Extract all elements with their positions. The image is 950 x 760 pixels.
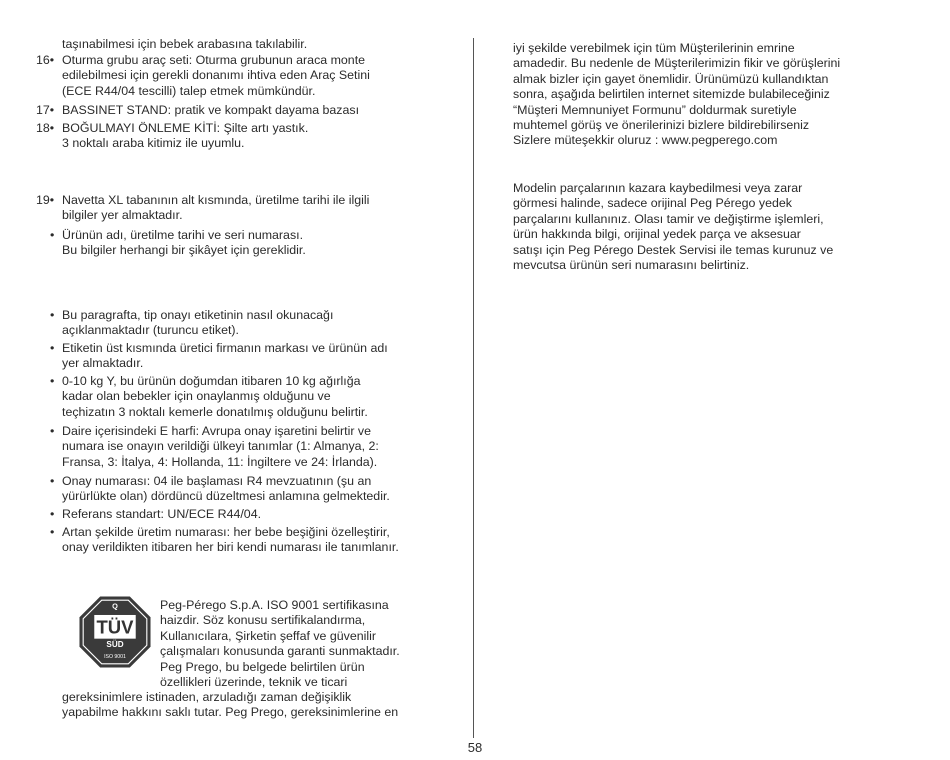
item-line: BASSINET STAND: pratik ve kompakt dayama bazası bbox=[62, 103, 360, 117]
item-number: 19• bbox=[36, 193, 55, 207]
item-line: Oturma grubu araç seti: Oturma grubunun araca monte bbox=[62, 53, 366, 67]
item-line: bilgiler yer almaktadır. bbox=[62, 208, 183, 223]
bullet-line: kadar olan bebekler için onaylanmış olduğunu ve bbox=[62, 389, 331, 404]
bullet-line: yürürlükte olan) dördüncü düzeltmesi anlamına gelmektedir. bbox=[62, 489, 390, 504]
tuv-sud-certification-seal bbox=[78, 595, 152, 669]
bullet-6 bbox=[50, 507, 262, 522]
cert-line: haizdir. Söz konusu sertifikalandırma, bbox=[160, 613, 366, 628]
logo-sub-text: SÜD bbox=[106, 639, 124, 649]
bullet-line: Onay numarası: 04 ile başlaması R4 mevzuatının (şu an bbox=[62, 474, 372, 488]
item-line: edilebilmesi için gerekli donanımı ihtiva eden Araç Setini bbox=[62, 68, 370, 83]
bullet-line: Etiketin üst kısmında üretici firmanın markası ve ürünün adı bbox=[62, 341, 388, 355]
cert-line: Kullanıcılara, Şirketin şeffaf ve güvenilir bbox=[160, 628, 377, 643]
column-divider bbox=[473, 38, 474, 738]
cert-line: Peg Prego, bu belgede belirtilen ürün bbox=[160, 659, 365, 674]
bullet-line: 0-10 kg Y, bu ürünün doğumdan itibaren 10 kg ağırlığa bbox=[62, 374, 361, 388]
paragraph-line: Sizlere müteşekkir oluruz : www.pegperego.com bbox=[513, 133, 778, 148]
bullet-dot: • bbox=[50, 374, 55, 388]
bullet-dot: • bbox=[50, 507, 55, 521]
sub-line: Ürünün adı, üretilme tarihi ve seri numarası. bbox=[62, 228, 304, 242]
paragraph-line: satışı için Peg Pérego Destek Servisi ile temas kurunuz ve bbox=[513, 242, 834, 257]
item-17 bbox=[36, 103, 360, 118]
bullet-line: yer almaktadır. bbox=[62, 356, 144, 371]
paragraph-line: mevcutsa ürünün seri numarasını belirtiniz. bbox=[513, 258, 750, 273]
paragraph-line: Modelin parçalarının kazara kaybedilmesi veya zarar bbox=[513, 181, 803, 195]
bullet-3 bbox=[50, 374, 368, 420]
bullet-2 bbox=[50, 341, 388, 372]
cert-line: çalışmaları konusunda garanti sunmaktadır. bbox=[160, 644, 400, 659]
intro-line: taşınabilmesi için bebek arabasına takılabilir. bbox=[62, 37, 308, 51]
bullet-line: onay verildikten itibaren her biri kendi numarası ile tanımlanır. bbox=[62, 540, 399, 555]
certification-text bbox=[160, 598, 400, 690]
bullet-4 bbox=[50, 424, 379, 470]
cert-line: gereksinimlere istinaden, arzuladığı zaman değişiklik bbox=[62, 690, 352, 704]
bullet-line: Fransa, 3: İtalya, 4: Hollanda, 11: İngiltere ve 24: İrlanda). bbox=[62, 454, 378, 469]
bullet-dot: • bbox=[50, 424, 55, 438]
right-paragraph-2 bbox=[513, 181, 833, 273]
item-18 bbox=[36, 121, 309, 152]
cert-line: özellikleri üzerinde, teknik ve ticari bbox=[160, 675, 348, 690]
sub-line: Bu bilgiler herhangi bir şikâyet için gereklidir. bbox=[62, 243, 306, 258]
item-19 bbox=[36, 193, 370, 224]
bullet-line: açıklanmaktadır (turuncu etiket). bbox=[62, 323, 239, 338]
left-column bbox=[62, 37, 307, 52]
paragraph-line: almak bizler için gayet önemlidir. Ürünümüzü kullandıktan bbox=[513, 71, 829, 86]
item-line: (ECE R44/04 tescilli) talep etmek mümkündür. bbox=[62, 83, 316, 98]
bullet-line: Artan şekilde üretim numarası: her bebe beşiğini özelleştirir, bbox=[62, 525, 390, 539]
paragraph-line: sonra, aşağıda belirtilen internet sitemizde bulabileceğiniz bbox=[513, 87, 830, 102]
paragraph-line: parçalarını kullanınız. Olası tamir ve değiştirme işlemleri, bbox=[513, 211, 824, 226]
bullet-line: Referans standart: UN/ECE R44/04. bbox=[62, 507, 262, 521]
item-16 bbox=[36, 53, 370, 99]
logo-bottom-text: ISO 9001 bbox=[104, 653, 126, 660]
logo-top-text: Q bbox=[112, 601, 118, 611]
item-number: 18• bbox=[36, 121, 55, 135]
item-line: Navetta XL tabanının alt kısmında, üretilme tarihi ile ilgili bbox=[62, 193, 370, 207]
bullet-dot: • bbox=[50, 525, 55, 539]
item-line: BOĞULMAYI ÖNLEME KİTİ: Şilte artı yastık. bbox=[62, 121, 309, 135]
bullet-line: Bu paragrafta, tip onayı etiketinin nasıl okunacağı bbox=[62, 308, 334, 322]
paragraph-line: amadedir. Bu nedenle de Müşterilerimizin fikir ve görüşlerini bbox=[513, 56, 841, 71]
cert-line: Peg-Pérego S.p.A. ISO 9001 sertifikasına bbox=[160, 598, 389, 612]
cert-line: yapabilme hakkını saklı tutar. Peg Prego, gereksinimlerine en bbox=[62, 705, 399, 720]
bullet-dot: • bbox=[50, 308, 55, 322]
bullet-dot: • bbox=[50, 341, 55, 355]
bullet-line: numara ise onayın verildiği ülkeyi tanımlar (1: Almanya, 2: bbox=[62, 439, 379, 454]
bullet-dot: • bbox=[50, 228, 55, 242]
item-line: 3 noktalı araba kitimiz ile uyumlu. bbox=[62, 136, 245, 151]
bullet-line: Daire içerisindeki E harfi: Avrupa onay işaretini belirtir ve bbox=[62, 424, 371, 438]
item-number: 16• bbox=[36, 53, 55, 67]
paragraph-line: muhtemel görüş ve önerilerinizi bizlere bildirebilirseniz bbox=[513, 118, 810, 133]
paragraph-line: “Müşteri Memnuniyet Formunu” doldurmak suretiyle bbox=[513, 102, 797, 117]
bullet-7 bbox=[50, 525, 399, 556]
paragraph-line: görmesi halinde, sadece orijinal Peg Pérego yedek bbox=[513, 196, 792, 211]
bullet-1 bbox=[50, 308, 334, 339]
paragraph-line: iyi şekilde verebilmek için tüm Müşterilerinin emrine bbox=[513, 41, 795, 55]
item-19-sub bbox=[50, 228, 306, 259]
page-number: 58 bbox=[467, 740, 483, 755]
logo-main-text: TÜV bbox=[96, 616, 134, 638]
item-number: 17• bbox=[36, 103, 55, 117]
bullet-line: teçhizatın 3 noktalı kemerle donatılmış olduğunu belirtir. bbox=[62, 404, 368, 419]
bullet-dot: • bbox=[50, 474, 55, 488]
bullet-5 bbox=[50, 474, 390, 505]
certification-text-continued bbox=[62, 690, 398, 721]
right-paragraph-1 bbox=[513, 41, 840, 149]
paragraph-line: ürün hakkında bilgi, orijinal yedek parça ve aksesuar bbox=[513, 227, 801, 242]
